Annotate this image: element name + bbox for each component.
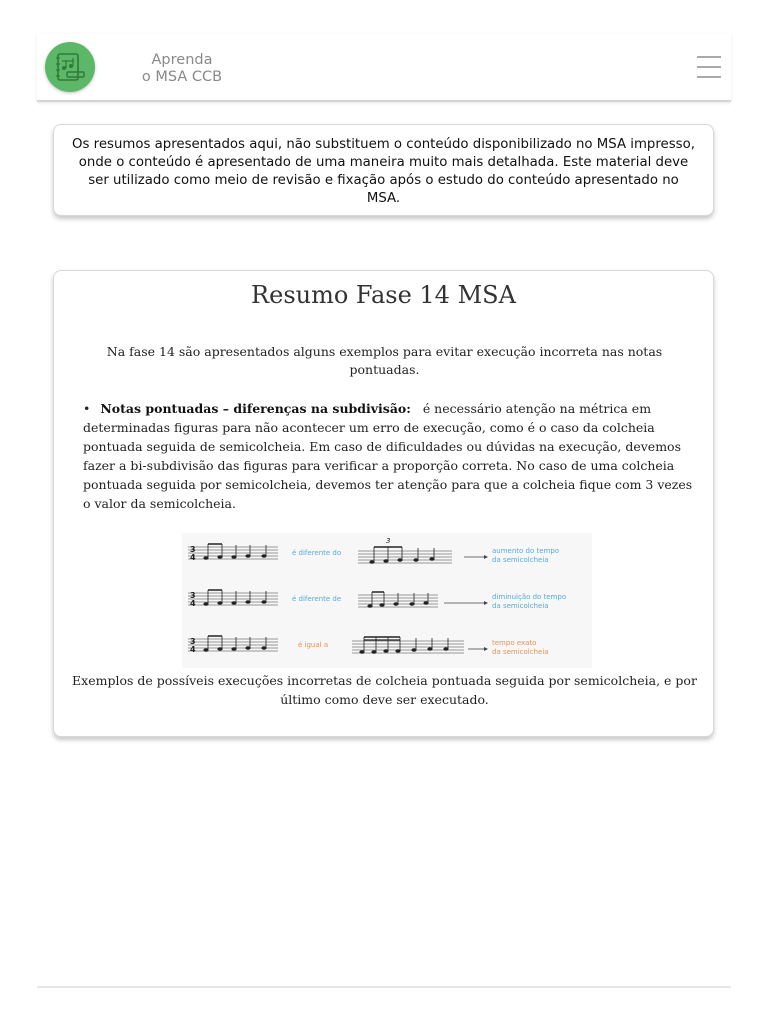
- app-title-line2: o MSA CCB: [141, 69, 223, 85]
- result-2b: da semicolcheia: [492, 602, 549, 610]
- summary-card: [53, 270, 714, 737]
- bullet-heading: Notas pontuadas – diferenças na subdivisão:: [100, 401, 411, 416]
- app-title-line1: Aprenda: [151, 52, 213, 68]
- result-3b: da semicolcheia: [492, 648, 549, 656]
- result-2a: diminuição do tempo: [492, 593, 567, 601]
- triplet-mark: 3: [386, 537, 391, 545]
- relation-3: é igual a: [298, 641, 329, 649]
- result-3a: tempo exato: [492, 639, 537, 647]
- svg-text:4: 4: [190, 599, 196, 608]
- app-header: [37, 34, 731, 102]
- hamburger-menu-icon[interactable]: [697, 56, 721, 80]
- summary-intro: Na fase 14 são apresentados alguns exemplos para evitar execução incorreta nas notas pontuadas.: [106, 344, 663, 377]
- time-sig-top: 3: [190, 545, 196, 554]
- svg-text:4: 4: [190, 645, 196, 654]
- bullet-text: é necessário atenção na métrica em determinadas figuras para não acontecer um erro de execução, como é o caso da colcheia pontuada seguida de semicolcheia. Em caso de dificuldades ou dúvidas na execução, devemos fazer a bi-subdivisão das figuras para verificar a proporção correta. No caso de uma colcheia pontuada seguida por semicolcheia, devemos ter atenção para que a colcheia fique com 3 vezes o valor da semicolcheia.: [83, 401, 693, 511]
- svg-text:3: 3: [190, 591, 196, 600]
- result-1b: da semicolcheia: [492, 556, 549, 564]
- footer-divider: [37, 986, 731, 988]
- music-notebook-icon[interactable]: [45, 42, 95, 92]
- notice-card: [53, 124, 714, 216]
- bullet-dot: •: [83, 401, 91, 416]
- notice-text: Os resumos apresentados aqui, não substituem o conteúdo disponibilizado no MSA impresso, onde o conteúdo é apresentado de uma maneira muito mais detalhada. Este material deve ser utilizado como meio de revisão e fixação após o estudo do conteúdo apresentado no MSA.: [72, 137, 695, 206]
- result-1a: aumento do tempo: [492, 547, 560, 555]
- svg-text:3: 3: [190, 637, 196, 646]
- relation-2: é diferente de: [292, 595, 342, 603]
- relation-1: é diferente do: [292, 549, 342, 557]
- music-examples-figure: [182, 533, 592, 668]
- time-sig-bottom: 4: [190, 553, 196, 562]
- figure-caption: Exemplos de possíveis execuções incorretas de colcheia pontuada seguida por semicolcheia, e por último como deve ser executado.: [72, 673, 697, 707]
- bullet-item: [83, 399, 699, 513]
- app-title[interactable]: [117, 52, 247, 86]
- logo-graphic: [53, 50, 87, 84]
- summary-title: Resumo Fase 14 MSA: [251, 281, 516, 309]
